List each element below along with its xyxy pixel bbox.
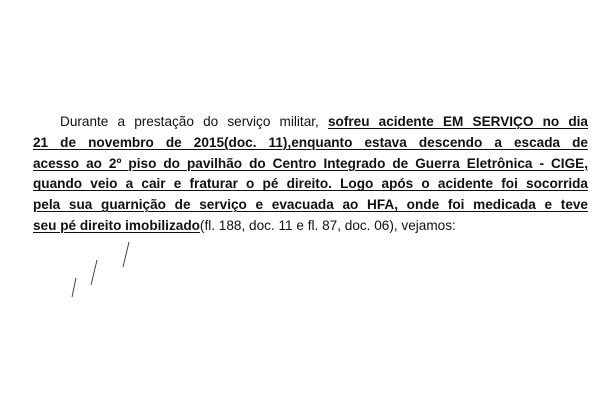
bold-underlined-text: quando veio a cair e fraturar o pé direito. Logo após o acidente foi socorrida xyxy=(33,176,588,192)
paragraph-line-4 xyxy=(33,174,588,195)
pen-tick-mark xyxy=(115,240,135,270)
document-paragraph xyxy=(33,112,588,237)
bold-underlined-text: 21 de novembro de 2015(doc. 11),enquanto estava descendo a escada de xyxy=(33,134,588,150)
bold-underlined-text: acesso ao 2º piso do pavilhão do Centro Integrado de Guerra Eletrônica - CIGE, xyxy=(33,155,588,171)
bold-underlined-text: pela sua guarnição de serviço e evacuada ao HFA, onde foi medicada e teve xyxy=(33,197,588,213)
paragraph-line-6 xyxy=(33,216,588,237)
paragraph-line-3 xyxy=(33,154,588,175)
pen-tick-mark xyxy=(82,258,102,288)
paragraph-line-5 xyxy=(33,195,588,216)
bold-underlined-text: sofreu acidente EM SERVIÇO no dia xyxy=(327,114,588,129)
plain-text: Durante a prestação do serviço militar, xyxy=(60,114,328,129)
paragraph-line-1 xyxy=(33,112,588,133)
plain-text: (fl. 188, doc. 11 e fl. 87, doc. 06), vejamos: xyxy=(199,217,456,233)
paragraph-line-2 xyxy=(33,133,588,154)
bold-underlined-text: seu pé direito imobilizado xyxy=(33,217,200,233)
pen-tick-mark xyxy=(63,276,83,300)
